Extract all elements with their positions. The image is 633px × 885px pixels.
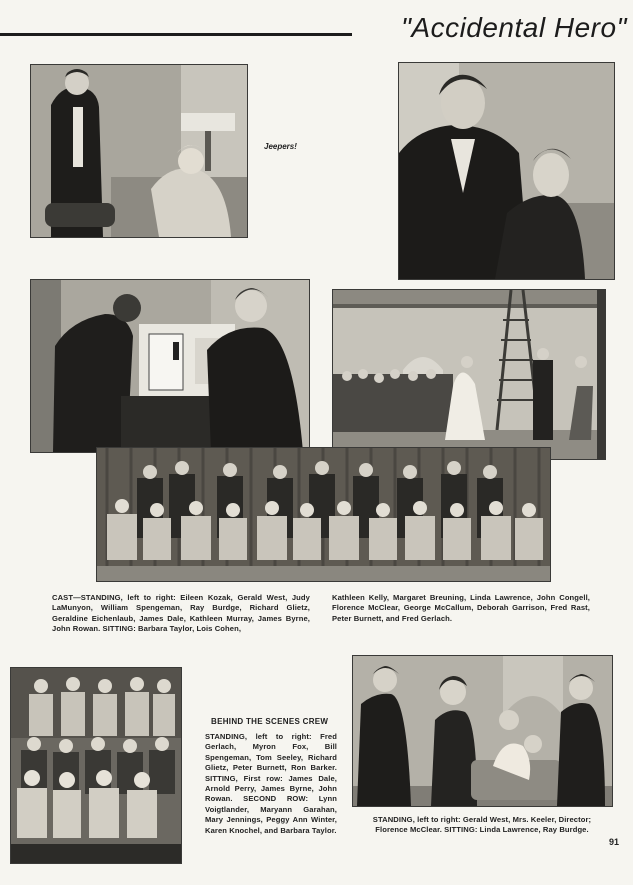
- photo-director-scene: [352, 655, 613, 807]
- photo-cast-group: [96, 447, 551, 582]
- photo-crew-group: [10, 667, 182, 864]
- page-title: "Accidental Hero": [400, 12, 627, 43]
- director-caption: STANDING, left to right: Gerald West, Mrs. Keeler, Director; Florence McClear. SITTING: Linda Lawrence, Ray Burdge.: [372, 815, 592, 835]
- photo-phone-scene: [30, 64, 248, 238]
- photo-box-scene: [30, 279, 310, 453]
- page-number: 91: [609, 837, 620, 847]
- photo-couple-closeup: [398, 62, 615, 280]
- cast-caption-column-1: CAST—STANDING, left to right: Eileen Kozak, Gerald West, Judy LaMunyon, William Spengeman, Ray Burdge, Richard Glietz, Geraldine Eichenlaub, James Dale, Kathleen Murray, James Byrne, John Rowan. SITTING: Barbara Taylor, Lois Cohen,: [52, 593, 310, 634]
- caption-jeepers: Jeepers!: [264, 142, 297, 151]
- cast-caption-column-2: Kathleen Kelly, Margaret Breuning, Linda Lawrence, John Congell, Florence McClear, George McCallum, Deborah Garrison, Fred Rast, Peter Burnett, and Fred Gerlach.: [332, 593, 590, 623]
- crew-heading: BEHIND THE SCENES CREW: [211, 717, 329, 726]
- crew-caption: STANDING, left to right: Fred Gerlach, Myron Fox, Bill Spengeman, Tom Seeley, Richard Glietz, Peter Burnett, Ron Barker. SITTING, First row: James Dale, Arnold Perry, James Byrne, John Rowan. SECOND ROW: Lynn Voigtlander, Maryann Garahan, Mary Jennings, Peggy Ann Winter, Karen Knochel, and Barbara Taylor.: [205, 732, 337, 835]
- header-rule: [0, 33, 352, 36]
- photo-stage-ladder: [332, 289, 606, 460]
